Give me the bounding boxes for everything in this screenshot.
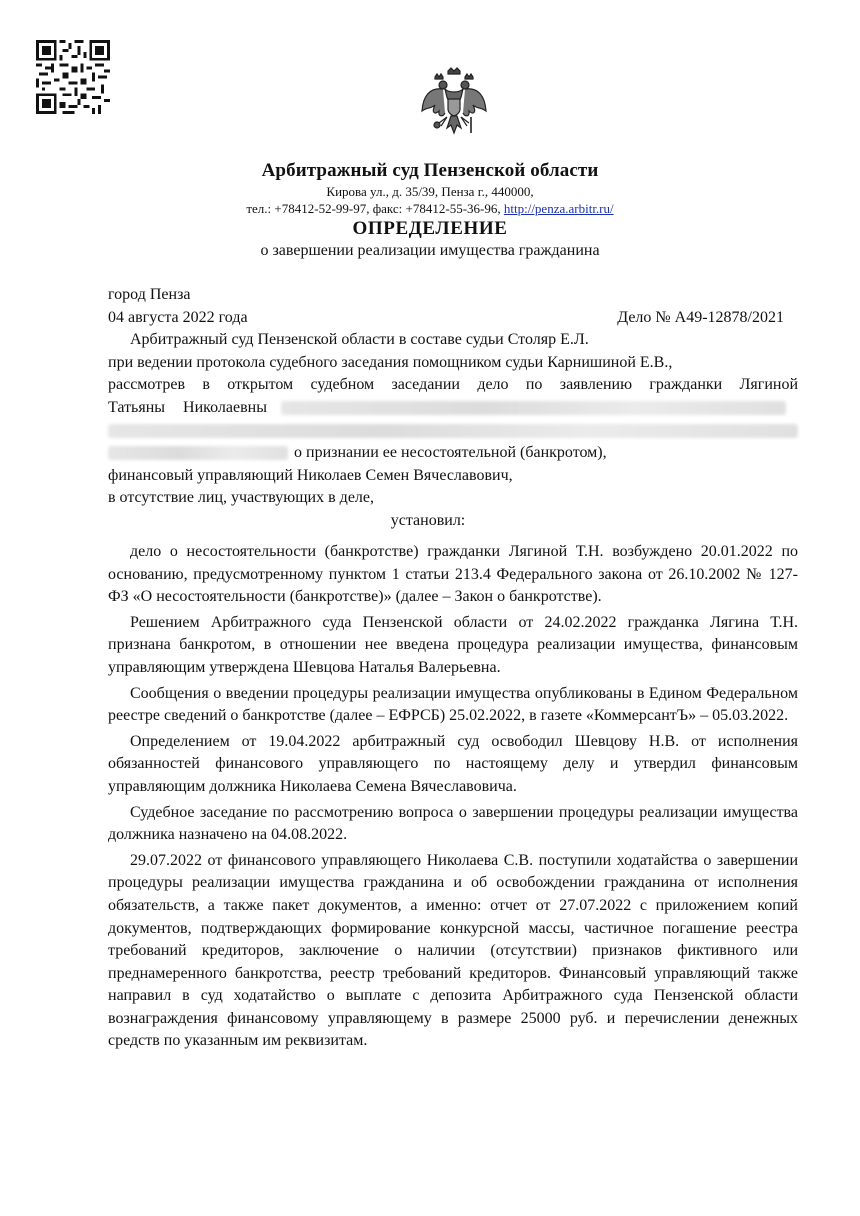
intro-line-name — [108, 397, 798, 420]
intro-line-judge: Арбитражный суд Пензенской области в составе судьи Столяр Е.Л. — [130, 331, 589, 349]
intro-line-absence: в отсутствие лиц, участвующих в деле, — [108, 489, 374, 507]
document-type: ОПРЕДЕЛЕНИЕ — [352, 218, 508, 239]
applicant-name: Татьяны Николаевны — [108, 398, 267, 416]
paragraph: дело о несостоятельности (банкротстве) гражданки Лягиной Т.Н. возбуждено 20.01.2022 по основанию, предусмотренному пунктом 1 статьи 213.4 Федерального закона от 26.10.2002 № 127-ФЗ «О несостоятельности (банкротстве)» (далее – Закон о банкротстве). — [108, 543, 798, 606]
document-subtitle: о завершении реализации имущества гражданина — [260, 242, 600, 259]
website-link[interactable]: http://penza.arbitr.ru/ — [503, 201, 614, 216]
court-name: Арбитражный суд Пензенской области — [261, 160, 599, 181]
established-heading: установил: — [390, 511, 466, 529]
qr-code-icon — [36, 40, 110, 114]
paragraph: Определением от 19.04.2022 арбитражный суд освободил Шевцову Н.В. от исполнения обязанностей финансового управляющего по настоящему делу и утвердил финансовым управляющим должника Николаева Семена Вячеславовича. — [108, 732, 798, 795]
case-number: Дело № А49-12878/2021 — [617, 308, 784, 326]
phone-fax: тел.: +78412-52-99-97, факс: +78412-55-36-96, — [246, 201, 504, 216]
document-intro — [108, 284, 798, 533]
paragraph: Решением Арбитражного суда Пензенской области от 24.02.2022 гражданка Лягина Т.Н. признана банкротом, в отношении нее введена процедура реализации имущества, финансовым управляющим утверждена Шевцова Наталья Валерьевна. — [108, 613, 798, 676]
intro-line-applicant: рассмотрев в открытом судебном заседании дело по заявлению гражданки Лягиной — [108, 376, 798, 394]
paragraph: Сообщения о введении процедуры реализации имущества опубликованы в Едином Федеральном реестре сведений о банкротстве (далее – ЕФРСБ) 25.02.2022, в газете «КоммерсантЪ» – 05.03.2022. — [108, 684, 798, 725]
redacted-details — [108, 424, 798, 438]
redacted-details — [281, 401, 786, 415]
court-contacts — [0, 201, 860, 217]
city: город Пенза — [108, 286, 191, 303]
court-address: Кирова ул., д. 35/39, Пенза г., 440000, — [326, 184, 534, 199]
redacted-line — [108, 420, 798, 443]
date-and-case-line — [108, 307, 798, 330]
paragraph: Судебное заседание по рассмотрению вопроса о завершении процедуры реализации имущества должника назначено на 04.08.2022. — [108, 803, 798, 844]
intro-line-manager: финансовый управляющий Николаев Семен Вячеславович, — [108, 466, 513, 484]
coat-of-arms-icon — [421, 67, 487, 139]
intro-line-bankruptcy — [108, 442, 798, 465]
document-body — [108, 541, 798, 1053]
decision-date: 04 августа 2022 года — [108, 308, 248, 326]
intro-line-secretary: при ведении протокола судебного заседания помощником судьи Карнишиной Е.В., — [108, 353, 673, 371]
paragraph: 29.07.2022 от финансового управляющего Николаева С.В. поступили ходатайства о завершении процедуры реализации имущества гражданина и об освобождении гражданина от исполнения обязательств, а также пакет документов, а именно: отчет от 27.07.2022 с приложением копий документов, подтверждающих формирование конкурсной массы, частичное погашение реестра требований кредиторов, заключение о наличии (отсутствии) признаков фиктивного или преднамеренного банкротства, реестр требований кредиторов. Финансовый управляющий также направил в суд ходатайство о выплате с депозита Арбитражного суда Пензенской области вознаграждения финансовому управляющему в размере 25000 руб. и перечислении денежных средств по указанным им реквизитам. — [108, 851, 798, 1050]
redacted-details — [108, 446, 288, 460]
bankruptcy-claim: о признании ее несостоятельной (банкротом), — [294, 444, 607, 462]
